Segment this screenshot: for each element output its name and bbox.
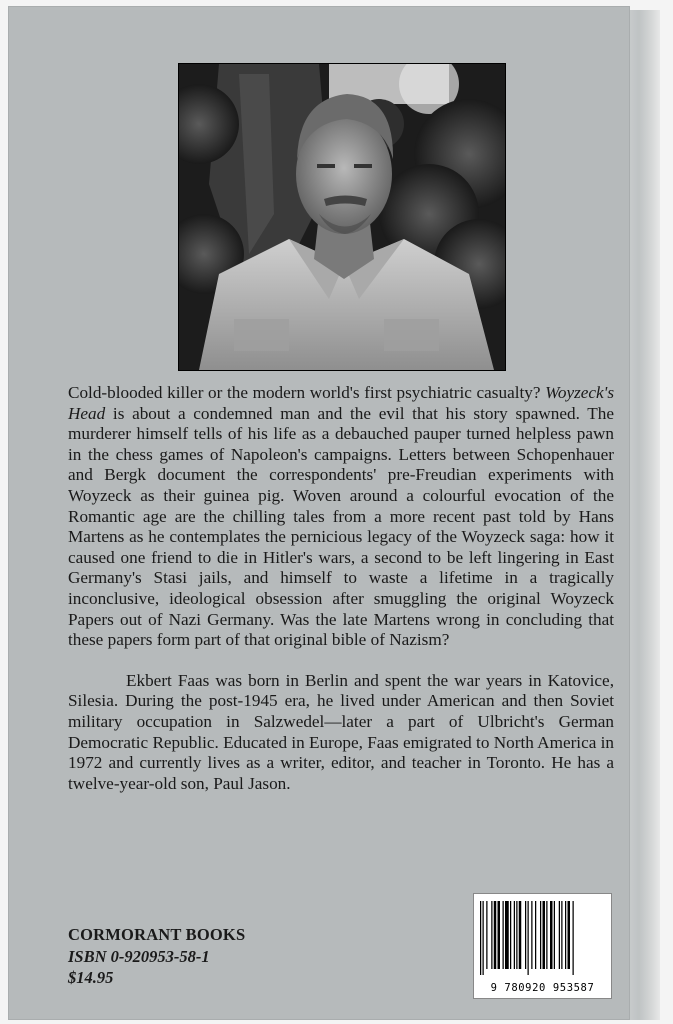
back-cover-text bbox=[68, 383, 614, 794]
barcode-digits: 9 780920 953587 bbox=[490, 982, 595, 994]
blurb-body: is about a condemned man and the evil that his story spawned. The murderer himself tells of his life as a debauched pauper turned helpless pawn in the chess games of Napoleon's campaigns. Letters between Schopenhauer and Bergk document the correspondents' pre-Freudian experiments with Woyzeck as their guinea pig. Woven around a colourful evocation of the Romantic age are the chilling tales from a more recent past told by Hans Martens as he contemplates the pernicious legacy of the Woyzeck saga: how it caused one friend to die in Hitler's wars, a second to be left lingering in East Germany's Stasi jails, and himself to waste a lifetime in a tragically inconclusive, ideological obsession after smuggling the original Woyzeck Papers out of Nazi Germany. Was the late Martens wrong in concluding that these papers form part of that original bible of Nazism? bbox=[68, 403, 614, 650]
publisher-info bbox=[68, 924, 245, 989]
publisher-name: CORMORANT BOOKS bbox=[68, 925, 246, 944]
barcode-bars bbox=[480, 901, 605, 975]
author-bio: Ekbert Faas was born in Berlin and spent the war years in Katovice, Silesia. During the post-1945 era, he lived under American and then Soviet military occupation in Salzwedel—later a part of Ulbricht's German Democratic Republic. Educated in Europe, Faas emigrated to North America in 1972 and currently lives as a writer, editor, and teacher in Toronto. He has a twelve-year-old son, Paul Jason. bbox=[68, 670, 614, 793]
isbn: ISBN 0-920953-58-1 bbox=[68, 946, 210, 966]
book-blurb bbox=[68, 383, 614, 651]
book-title: Woyzeck's Head bbox=[68, 383, 615, 423]
price: $14.95 bbox=[68, 968, 114, 987]
author-photo bbox=[178, 63, 506, 371]
blurb-question: Cold-blooded killer or the modern world's first psychiatric casualty? bbox=[68, 383, 541, 402]
barcode bbox=[473, 893, 612, 999]
page-edge bbox=[630, 10, 660, 1020]
